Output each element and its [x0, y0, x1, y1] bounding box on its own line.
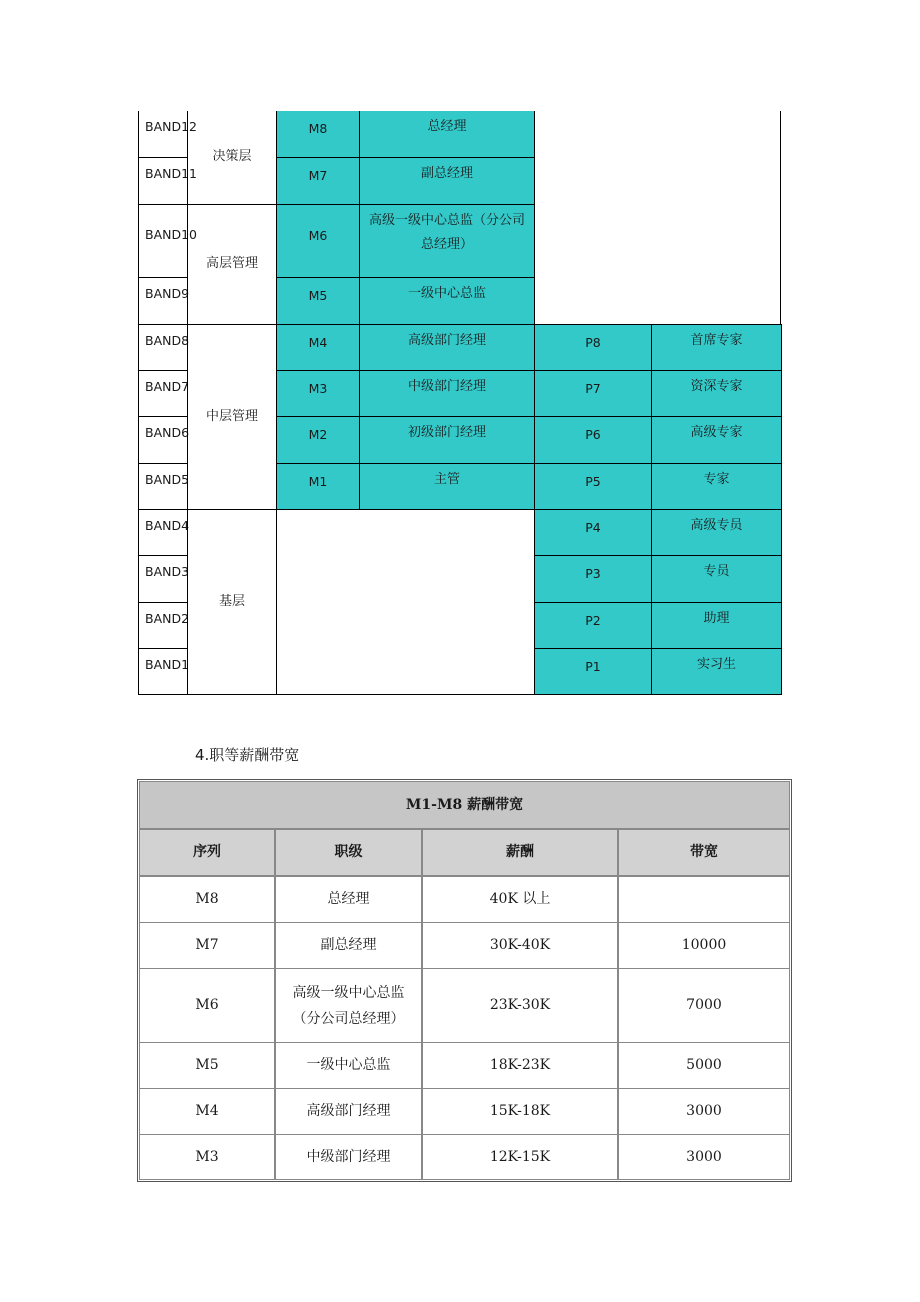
row-salary: 30K-40K	[489, 937, 551, 954]
m-code: M2	[308, 427, 328, 442]
band-cell	[138, 111, 198, 158]
table-cell	[275, 876, 422, 923]
m-code-cell	[276, 324, 360, 371]
m-title: 中级部门经理	[407, 379, 486, 394]
band-cell	[138, 464, 188, 510]
band-cell	[138, 325, 188, 371]
table-cell	[618, 1042, 790, 1089]
table-cell	[618, 876, 790, 923]
table-cell	[618, 1134, 790, 1180]
m-title: 初级部门经理	[407, 425, 486, 440]
band-cell	[138, 371, 188, 417]
band-cell	[138, 556, 188, 603]
table-cell	[139, 968, 275, 1043]
m-code-cell	[276, 204, 360, 278]
row-title: 一级中心总监	[306, 1057, 391, 1074]
m-title-cell	[359, 463, 535, 510]
layer-label: 基层	[218, 593, 245, 609]
row-title: 高级一级中心总监（分公司总经理）	[292, 984, 405, 1027]
p-title: 实习生	[696, 657, 736, 672]
p-code-cell	[534, 416, 652, 464]
p-title: 高级专家	[690, 425, 743, 440]
header-label: 序列	[193, 844, 221, 861]
row-title: 副总经理	[320, 937, 377, 954]
p-title-cell	[651, 602, 782, 649]
band-cell	[138, 417, 188, 464]
p-title: 专员	[703, 564, 730, 579]
layer-cell	[187, 324, 277, 510]
row-code: M4	[195, 1103, 219, 1120]
p-code-cell	[534, 463, 652, 510]
m-code-cell	[276, 277, 360, 325]
table-cell	[422, 968, 618, 1043]
layer-cell	[187, 111, 277, 205]
row-salary: 40K 以上	[489, 891, 551, 908]
header-cell	[618, 829, 790, 876]
p-title-cell	[651, 648, 782, 695]
p-code-cell	[534, 555, 652, 603]
table-cell	[139, 1088, 275, 1135]
band-label: BAND3	[145, 564, 190, 579]
band-label: BAND10	[145, 227, 198, 242]
table-title-text: M1-M8 薪酬带宽	[405, 796, 524, 813]
band-cell	[138, 510, 188, 556]
row-code: M6	[195, 997, 219, 1014]
table-cell	[618, 922, 790, 969]
p-code-cell	[534, 648, 652, 695]
empty-cell	[534, 111, 781, 325]
m-code-cell	[276, 157, 360, 205]
layer-label: 高层管理	[205, 256, 258, 272]
row-width: 3000	[686, 1103, 722, 1120]
band-label: BAND8	[145, 333, 190, 348]
table-cell	[422, 876, 618, 923]
m-code: M3	[308, 381, 328, 396]
row-salary: 23K-30K	[489, 997, 551, 1014]
table-cell	[275, 968, 422, 1043]
layer-cell	[187, 204, 277, 325]
table-cell	[618, 1088, 790, 1135]
table-cell	[422, 1134, 618, 1180]
m-code-cell	[276, 370, 360, 417]
band-cell	[138, 603, 188, 649]
table-cell	[139, 876, 275, 923]
table-cell	[275, 1088, 422, 1135]
row-code: M7	[195, 937, 219, 954]
m-title: 高级一级中心总监（分公司总经理）	[368, 213, 525, 252]
p-code-cell	[534, 370, 652, 417]
p-code: P3	[585, 566, 601, 581]
p-title-cell	[651, 463, 782, 510]
row-width: 7000	[686, 997, 722, 1014]
m-code: M1	[308, 474, 328, 489]
row-salary: 15K-18K	[489, 1103, 551, 1120]
row-salary: 18K-23K	[489, 1057, 551, 1074]
m-title-cell	[359, 204, 535, 278]
band-label: BAND2	[145, 611, 190, 626]
layer-label: 中层管理	[205, 408, 258, 424]
m-title-cell	[359, 370, 535, 417]
layer-cell	[187, 509, 277, 695]
band-cell	[138, 158, 198, 205]
m-title: 高级部门经理	[407, 333, 486, 348]
table-title	[139, 781, 790, 829]
table-cell	[275, 1134, 422, 1180]
m-title-cell	[359, 277, 535, 325]
section-heading: 4.职等薪酬带宽	[195, 746, 300, 764]
header-cell	[139, 829, 275, 876]
p-title-cell	[651, 416, 782, 464]
p-code: P6	[585, 427, 601, 442]
m-code-cell	[276, 463, 360, 510]
p-code: P2	[585, 613, 601, 628]
m-title: 副总经理	[420, 166, 473, 181]
row-width: 10000	[681, 937, 727, 954]
p-title: 首席专家	[690, 333, 743, 348]
m-title-cell	[359, 157, 535, 205]
row-width: 5000	[686, 1057, 722, 1074]
empty-cell	[276, 509, 535, 695]
p-title: 高级专员	[690, 518, 743, 533]
p-title-cell	[651, 370, 782, 417]
p-code: P8	[585, 335, 601, 350]
band-cell	[138, 649, 188, 695]
table-cell	[422, 1042, 618, 1089]
p-code: P1	[585, 659, 601, 674]
m-code: M6	[308, 228, 328, 243]
row-title: 中级部门经理	[306, 1148, 391, 1165]
table-cell	[422, 922, 618, 969]
p-code-cell	[534, 602, 652, 649]
band-label: BAND12	[145, 119, 198, 134]
m-code-cell	[276, 111, 360, 158]
p-code-cell	[534, 324, 652, 371]
p-title-cell	[651, 324, 782, 371]
row-code: M3	[195, 1148, 219, 1165]
row-title: 总经理	[327, 891, 370, 908]
p-title: 助理	[703, 611, 730, 626]
m-title-cell	[359, 111, 535, 158]
p-title: 专家	[703, 472, 730, 487]
p-code: P5	[585, 474, 601, 489]
p-title-cell	[651, 509, 782, 556]
band-label: BAND6	[145, 425, 190, 440]
band-label: BAND1	[145, 657, 190, 672]
header-cell	[422, 829, 618, 876]
band-label: BAND7	[145, 379, 190, 394]
band-label: BAND9	[145, 286, 190, 301]
row-salary: 12K-15K	[489, 1148, 551, 1165]
band-cell	[138, 278, 188, 325]
header-cell	[275, 829, 422, 876]
m-code: M8	[308, 121, 328, 136]
band-label: BAND4	[145, 518, 190, 533]
table-cell	[275, 922, 422, 969]
table-cell	[275, 1042, 422, 1089]
band-label: BAND11	[145, 166, 198, 181]
row-width: 3000	[686, 1148, 722, 1165]
band-cell	[138, 205, 198, 278]
m-title: 主管	[433, 472, 460, 487]
header-label: 薪酬	[506, 844, 534, 861]
p-title: 资深专家	[690, 379, 743, 394]
m-title: 一级中心总监	[407, 286, 486, 301]
table-cell	[139, 1134, 275, 1180]
m-title-cell	[359, 324, 535, 371]
p-code-cell	[534, 509, 652, 556]
row-code: M5	[195, 1057, 219, 1074]
table-cell	[618, 968, 790, 1043]
header-label: 带宽	[690, 844, 718, 861]
header-label: 职级	[334, 844, 363, 861]
m-title: 总经理	[427, 119, 467, 134]
p-title-cell	[651, 555, 782, 603]
p-code: P7	[585, 381, 601, 396]
table-cell	[139, 1042, 275, 1089]
row-code: M8	[195, 891, 219, 908]
layer-label: 决策层	[212, 149, 252, 165]
m-code: M5	[308, 288, 328, 303]
table-cell	[139, 922, 275, 969]
m-code: M7	[308, 168, 328, 183]
p-code: P4	[585, 520, 601, 535]
m-title-cell	[359, 416, 535, 464]
m-code-cell	[276, 416, 360, 464]
band-label: BAND5	[145, 472, 190, 487]
table-cell	[422, 1088, 618, 1135]
row-title: 高级部门经理	[306, 1103, 391, 1120]
m-code: M4	[308, 335, 328, 350]
